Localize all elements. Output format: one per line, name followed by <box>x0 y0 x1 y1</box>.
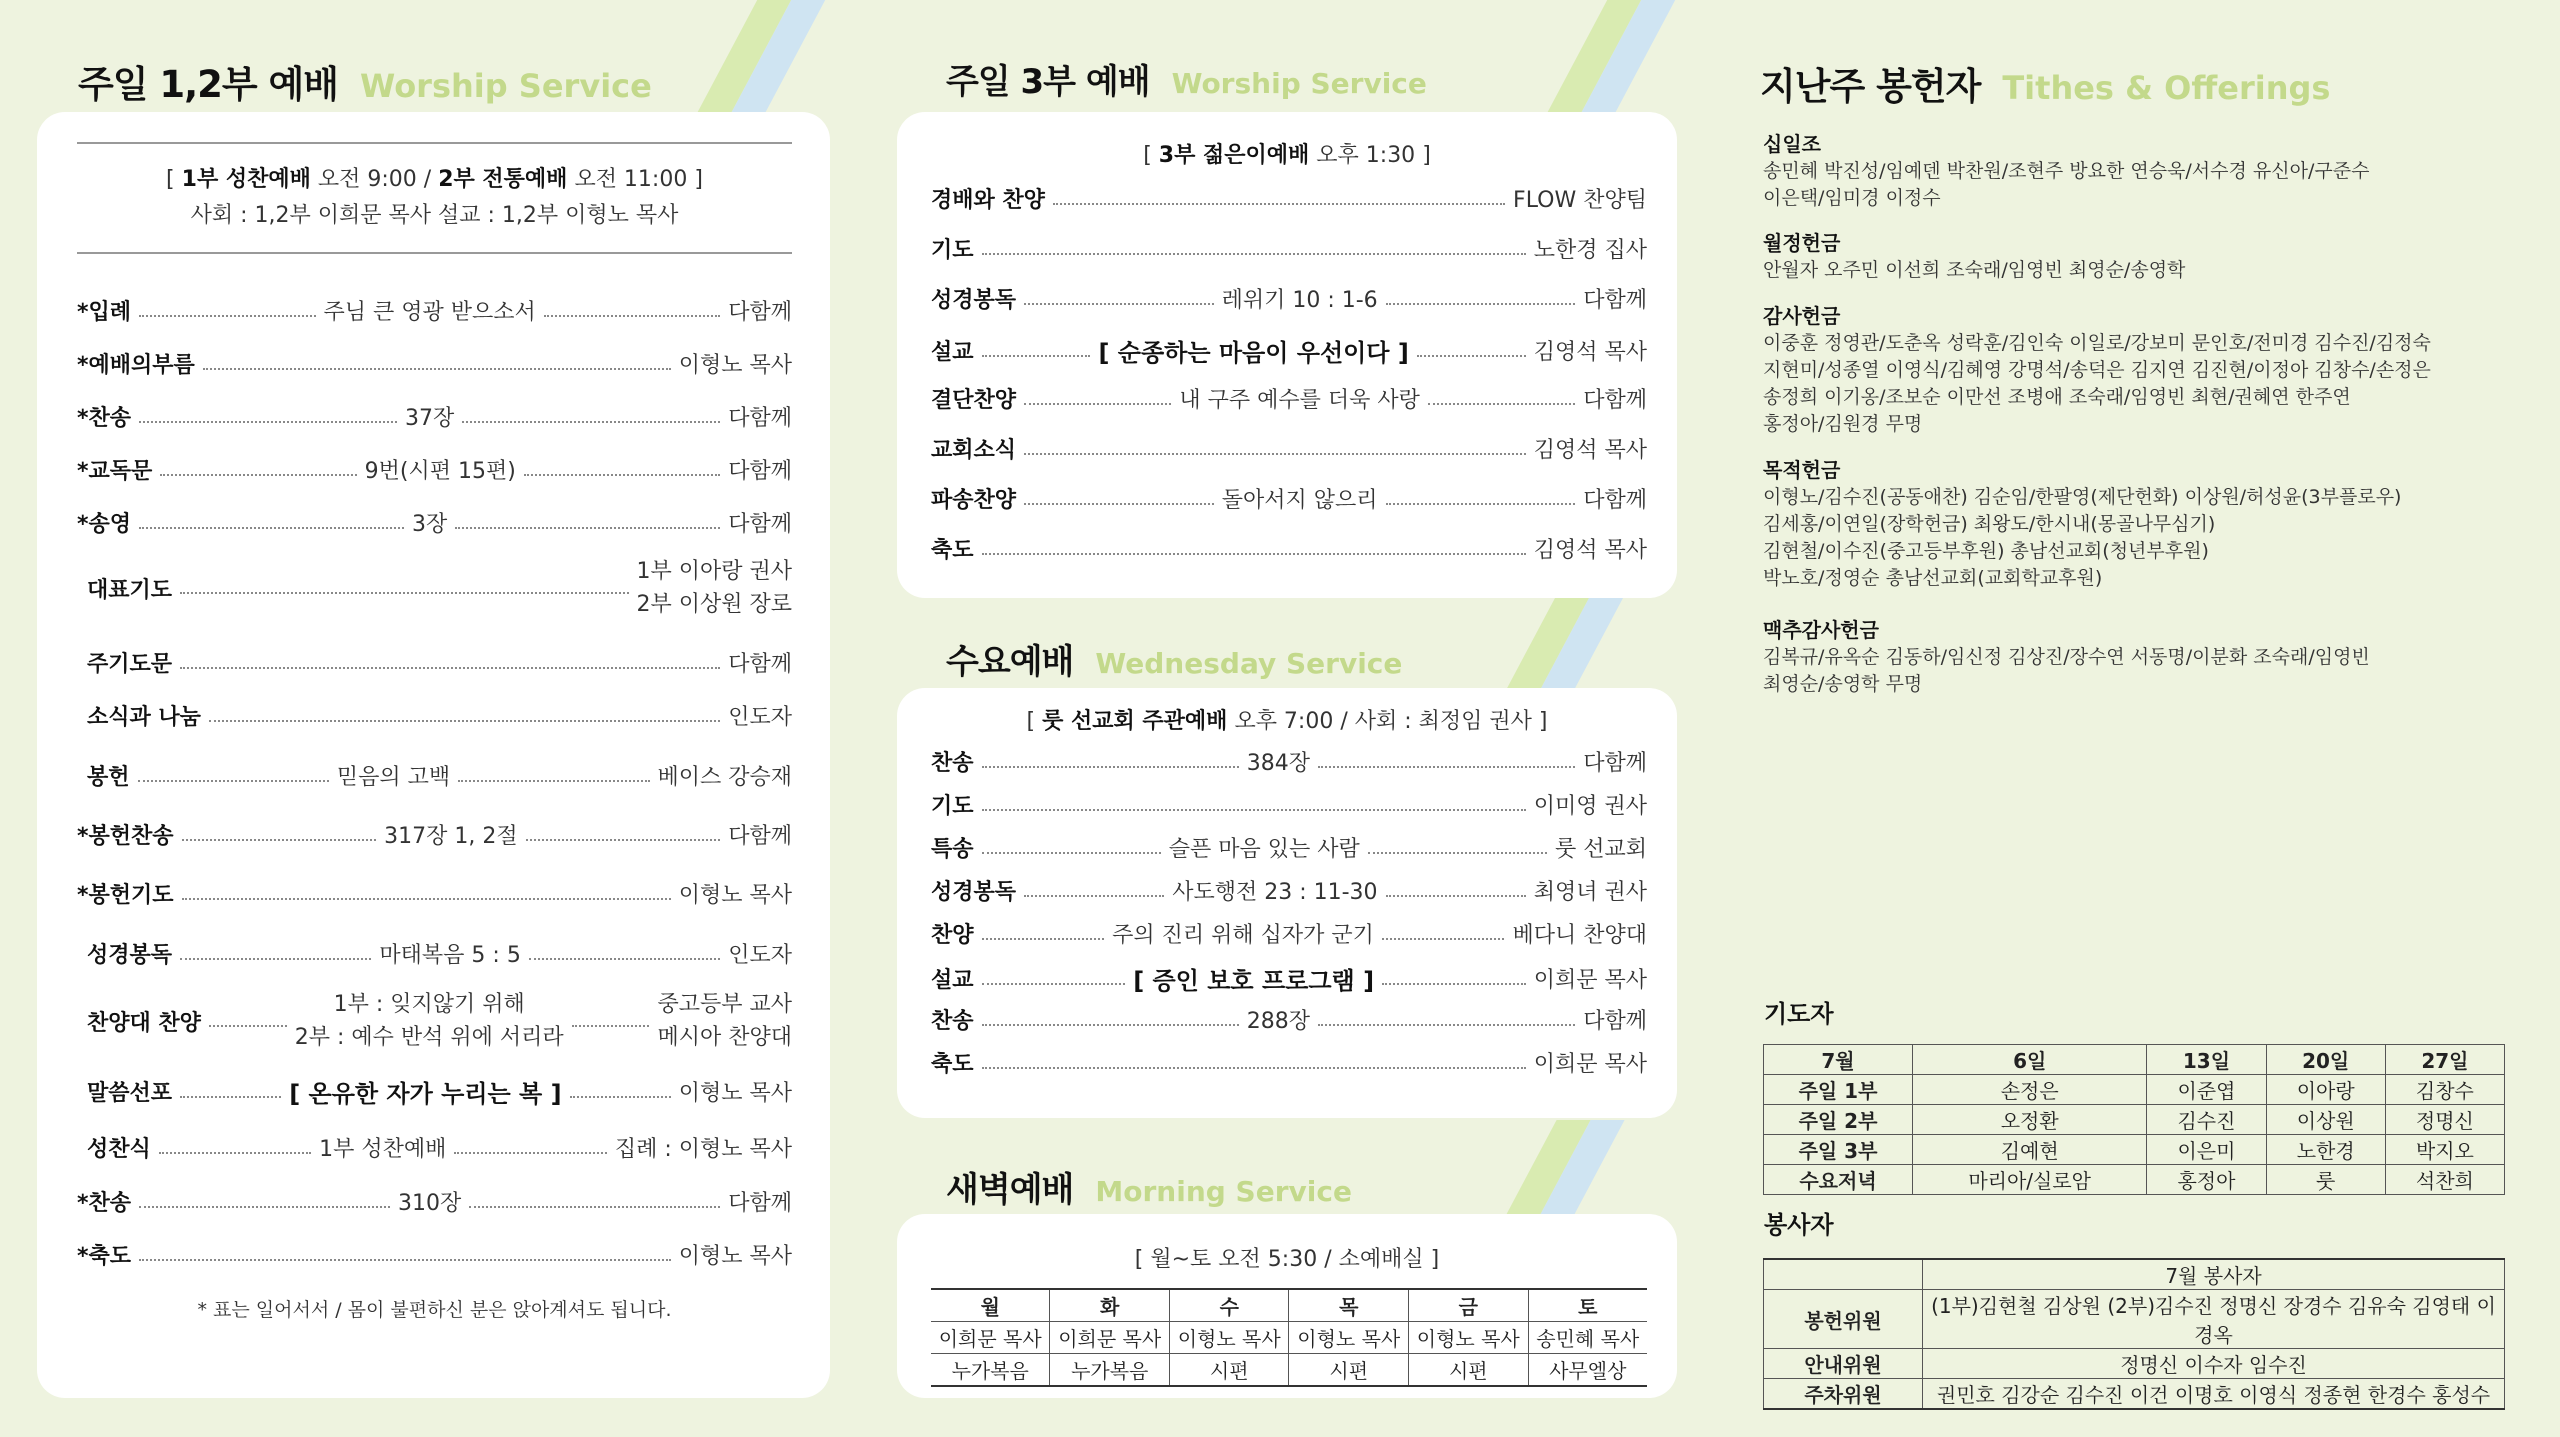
service-leaders: 사회 : 1,2부 이희문 목사 설교 : 1,2부 이형노 목사 <box>190 203 679 228</box>
order-item: 특송 슬픈 마음 있는 사람 룻 선교회 <box>931 837 1647 862</box>
service-header: [ 월~토 오전 5:30 / 소예배실 ] <box>1134 1247 1440 1272</box>
order-item: 결단찬양 내 구주 예수를 더욱 사랑 다함께 <box>931 388 1647 413</box>
prayer-title: 기도자 <box>1764 1000 1834 1028</box>
section-title-en: Morning Service <box>1095 1175 1352 1208</box>
order-item: 찬송 384장 다함께 <box>931 751 1647 776</box>
order-item: *찬송 310장 다함께 <box>77 1191 792 1216</box>
service-header: [ 3부 젊은이예배 오후 1:30 ] <box>1143 143 1431 168</box>
order-item: 찬양 주의 진리 위해 십자가 군기 베다니 찬양대 <box>931 923 1647 948</box>
order-item: 설교 [ 순종하는 마음이 우선이다 ] 김영석 목사 <box>931 339 1648 367</box>
order-item: 말씀선포 [ 온유한 자가 누리는 복 ] 이형노 목사 <box>87 1080 792 1108</box>
order-item: 기도 노한경 집사 <box>931 238 1647 263</box>
order-item: *봉헌찬송 317장 1, 2절 다함께 <box>77 824 793 849</box>
section-title-sunday-12 <box>78 54 652 108</box>
service-header: [ 룻 선교회 주관예배 오후 7:00 / 사회 : 최정임 권사 ] <box>1026 709 1548 734</box>
servers-header: 7월 봉사자 <box>1923 1259 2505 1290</box>
order-item: *송영 3장 다함께 <box>77 512 792 537</box>
order-item: 성경봉독 사도행전 23 : 11-30 최영녀 권사 <box>931 880 1648 905</box>
order-item: 경배와 찬양 FLOW 찬양팀 <box>931 188 1647 213</box>
offering-thanks: 감사헌금 이중훈 정영관/도춘옥 성락훈/김인숙 이일로/강보미 문인호/전미경 김수진/김정숙 지현미/성종열 이영식/김혜영 강명석/송덕은 김지연 김진현/이정아 김창수/손정은 송정희 이기옹/조보순 이만선 조병애 조숙래/임영빈 최현/권혜연 한주연 홍정아/김원경 무명 <box>1763 304 2431 435</box>
section-title-en: Worship Service <box>360 67 652 105</box>
order-item: 대표기도 1부 이아랑 권사 2부 이상원 장로 <box>87 559 792 617</box>
servers-table: 7월 봉사자 봉헌위원 (1부)김현철 김상원 (2부)김수진 정명신 장경수 김유숙 김영태 이경옥 안내위원 정명신 이수자 임수진 주차위원 권민호 김강순 김수진 이건 이명호 이영식 정종현 한경수 홍성수 <box>1763 1258 2505 1410</box>
section-title-ko: 주일 1,2부 예배 <box>78 63 339 106</box>
order-item: 기도 이미영 권사 <box>931 794 1647 819</box>
section-title-wednesday <box>946 634 1402 683</box>
order-item: *입례 주님 큰 영광 받으소서 다함께 <box>77 300 792 325</box>
wednesday-card <box>897 688 1677 1118</box>
order-item: 성경봉독 레위기 10 : 1-6 다함께 <box>931 288 1648 313</box>
section-title-dawn <box>946 1162 1352 1211</box>
order-item: 성찬식 1부 성찬예배 집례 : 이형노 목사 <box>87 1137 792 1162</box>
servers-title: 봉사자 <box>1764 1211 1834 1239</box>
standing-note: * 표는 일어서서 / 몸이 불편하신 분은 앉아계셔도 됩니다. <box>197 1299 672 1321</box>
dawn-card <box>897 1214 1677 1398</box>
prayer-table: 7월 6일 13일 20일 27일 주일 1부 손정은 이준엽 이아랑 김창수 주일 2부 오정환 김수진 이상원 정명신 주일 3부 김예현 이은미 노한경 박지오 수요저녁 마리아/실로암 홍정아 룻 석찬희 <box>1763 1044 2505 1195</box>
sunday-3-card <box>897 112 1677 598</box>
service-header: [ 1부 성찬예배 오전 9:00 / 2부 전통예배 오전 11:00 ] <box>166 167 703 192</box>
section-title-en: Tithes & Offerings <box>2002 69 2331 107</box>
offering-monthly: 월정헌금 안월자 오주민 이선희 조숙래/임영빈 최영순/송영학 <box>1763 231 2186 281</box>
dawn-schedule-table: 월 화 수 목 금 토 이희문 목사 이희문 목사 이형노 목사 이형노 목사 이형노 목사 송민혜 목사 누가복음 누가복음 시편 시편 시편 사무엘상 <box>931 1288 1647 1387</box>
order-item: *예배의부름 이형노 목사 <box>77 353 792 378</box>
order-item: *교독문 9번(시편 15편) 다함께 <box>77 459 793 484</box>
order-item: 축도 김영석 목사 <box>931 538 1647 563</box>
section-title-en: Wednesday Service <box>1095 647 1403 680</box>
order-item: 찬송 288장 다함께 <box>931 1009 1647 1034</box>
order-item: 봉헌 믿음의 고백 베이스 강승재 <box>87 765 793 790</box>
divider <box>77 142 792 144</box>
order-item: 성경봉독 마태복음 5 : 5 인도자 <box>87 943 792 968</box>
order-item: *찬송 37장 다함께 <box>77 406 792 431</box>
section-title-en: Worship Service <box>1171 67 1427 100</box>
order-item: 주기도문 다함께 <box>87 652 792 677</box>
section-title-ko: 새벽예배 <box>946 1170 1074 1210</box>
order-item: 축도 이희문 목사 <box>931 1052 1647 1077</box>
offering-harvest: 맥추감사헌금 김복규/유옥순 김동하/임신정 김상진/장수연 서동명/이분화 조숙래/임영빈 최영순/송영학 무명 <box>1763 618 2370 695</box>
order-item: *축도 이형노 목사 <box>77 1244 792 1269</box>
order-item: 교회소식 김영석 목사 <box>931 438 1647 463</box>
section-title-ko: 지난주 봉헌자 <box>1760 65 1981 108</box>
order-item: 설교 [ 증인 보호 프로그램 ] 이희문 목사 <box>931 967 1647 995</box>
offering-purpose: 목적헌금 이형노/김수진(공동애찬) 김순임/한팔영(제단헌화) 이상원/허성윤(3부플로우) 김세홍/이연일(장학헌금) 최왕도/한시내(몽골나무심기) 김현철/이수진(중고등부후원) 총남선교회(청년부후원) 박노호/정영순 총남선교회(교회학교후원) <box>1763 458 2402 589</box>
section-title-ko: 수요예배 <box>946 642 1074 682</box>
order-item: 찬양대 찬양 1부 : 잊지않기 위해 2부 : 예수 반석 위에 서리라 중고등부 교사 메시아 찬양대 <box>87 992 792 1050</box>
order-item: *봉헌기도 이형노 목사 <box>77 883 792 908</box>
order-item: 파송찬양 돌아서지 않으리 다함께 <box>931 488 1648 513</box>
offering-tithe: 십일조 송민혜 박진성/임예덴 박찬원/조현주 방요한 연승욱/서수경 유신아/구준수 이은택/임미경 이정수 <box>1763 132 2370 209</box>
section-title-sunday-3 <box>946 54 1427 103</box>
section-title-ko: 주일 3부 예배 <box>946 62 1150 102</box>
divider <box>77 252 792 254</box>
sunday-12-card <box>37 112 830 1398</box>
order-item: 소식과 나눔 인도자 <box>87 705 792 730</box>
section-title-offerings <box>1760 56 2330 110</box>
